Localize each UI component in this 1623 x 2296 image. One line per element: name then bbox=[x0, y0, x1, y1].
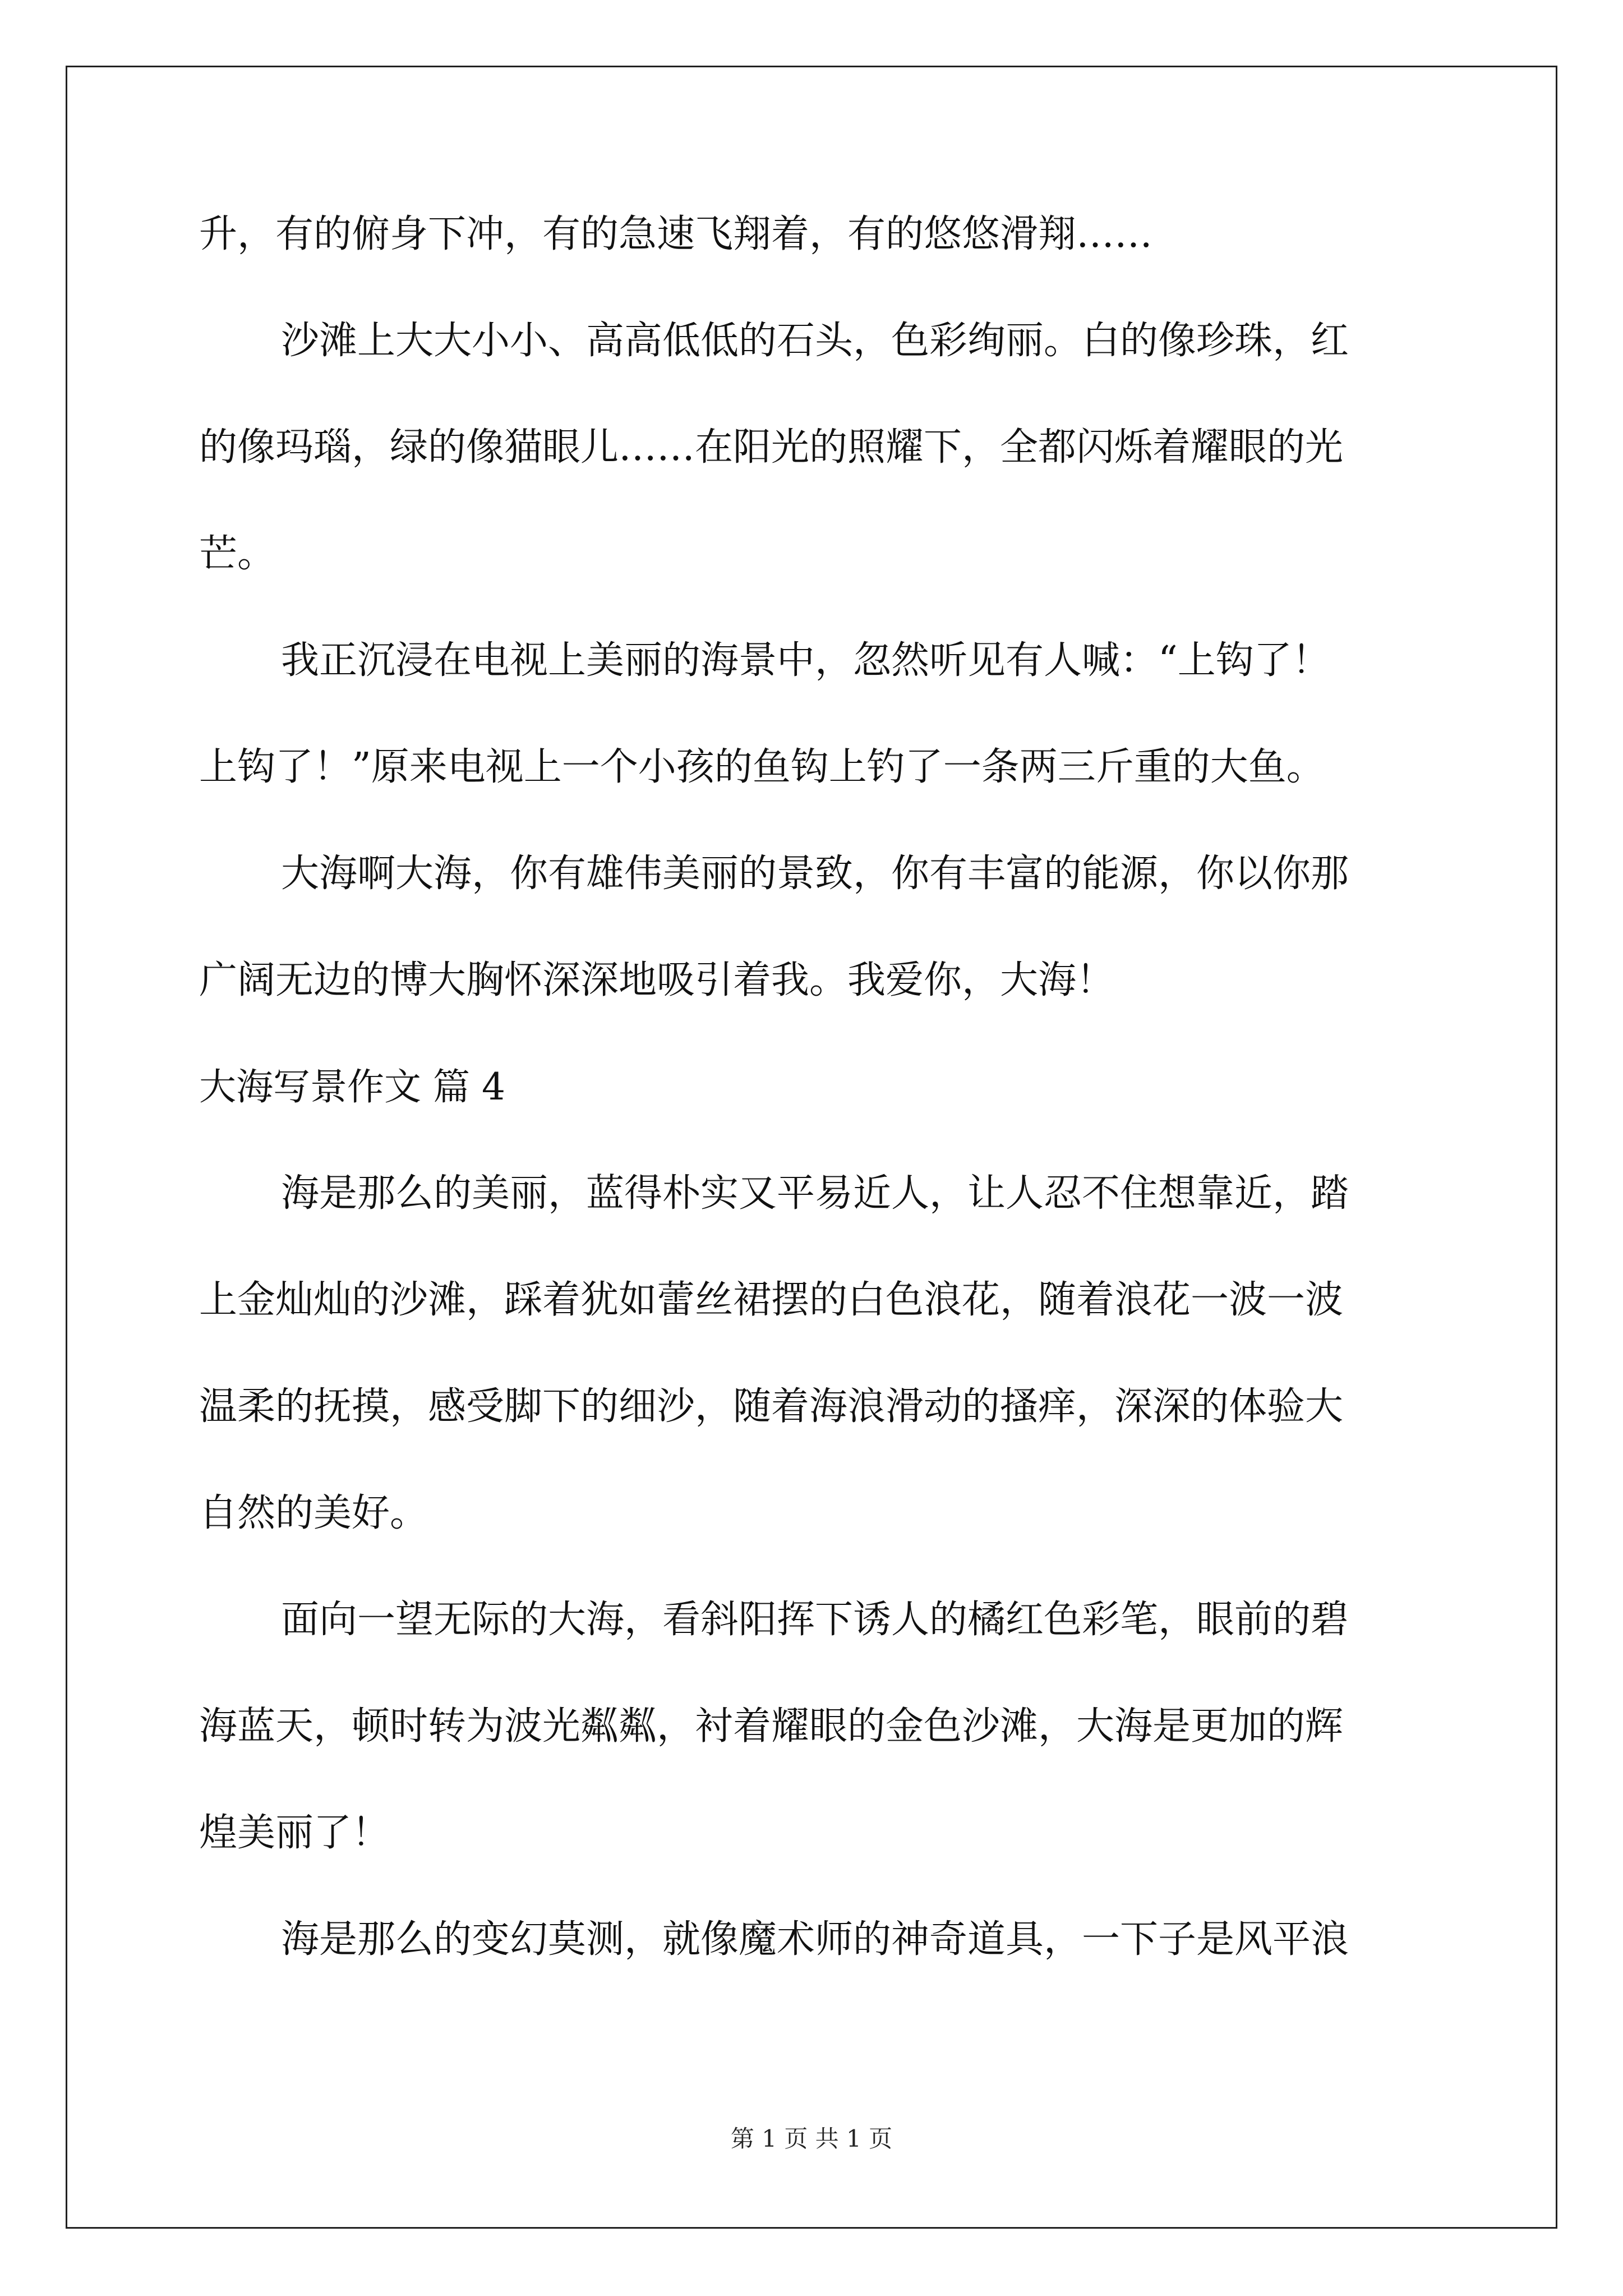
text-line: 煌美丽了！ bbox=[199, 1811, 390, 1855]
text-line: 上金灿灿的沙滩，踩着犹如蕾丝裙摆的白色浪花，随着浪花一波一波 bbox=[199, 1278, 1344, 1322]
page-number-footer: 第 1 页 共 1 页 bbox=[730, 2125, 893, 2152]
text-line: 升，有的俯身下冲，有的急速飞翔着，有的悠悠滑翔…… bbox=[199, 212, 1153, 256]
text-line: 的像玛瑙，绿的像猫眼儿……在阳光的照耀下，全都闪烁着耀眼的光 bbox=[199, 425, 1344, 470]
paragraph-line: 海是那么的变幻莫测，就像魔术师的神奇道具，一下子是风平浪 bbox=[281, 1917, 1349, 1962]
section-heading: 大海写景作文 篇 4 bbox=[199, 1065, 505, 1108]
text-line: 自然的美好。 bbox=[199, 1491, 428, 1535]
page-frame bbox=[66, 66, 1557, 2229]
paragraph-line: 海是那么的美丽，蓝得朴实又平易近人，让人忍不住想靠近，踏 bbox=[281, 1171, 1349, 1216]
paragraph-line: 沙滩上大大小小、高高低低的石头，色彩绚丽。白的像珍珠，红 bbox=[281, 319, 1349, 363]
paragraph-line: 我正沉浸在电视上美丽的海景中，忽然听见有人喊：“上钩了！ bbox=[281, 638, 1330, 683]
text-line: 海蓝天，顿时转为波光粼粼，衬着耀眼的金色沙滩，大海是更加的辉 bbox=[199, 1704, 1344, 1749]
paragraph-line: 面向一望无际的大海，看斜阳挥下诱人的橘红色彩笔，眼前的碧 bbox=[281, 1598, 1349, 1642]
text-line: 温柔的抚摸，感受脚下的细沙，随着海浪滑动的搔痒，深深的体验大 bbox=[199, 1384, 1344, 1429]
text-line: 上钩了！”原来电视上一个小孩的鱼钩上钓了一条两三斤重的大鱼。 bbox=[199, 745, 1325, 789]
paragraph-line: 大海啊大海，你有雄伟美丽的景致，你有丰富的能源，你以你那 bbox=[281, 852, 1349, 896]
text-line: 广阔无边的博大胸怀深深地吸引着我。我爱你，大海！ bbox=[199, 958, 1115, 1002]
text-line: 芒。 bbox=[199, 532, 276, 576]
